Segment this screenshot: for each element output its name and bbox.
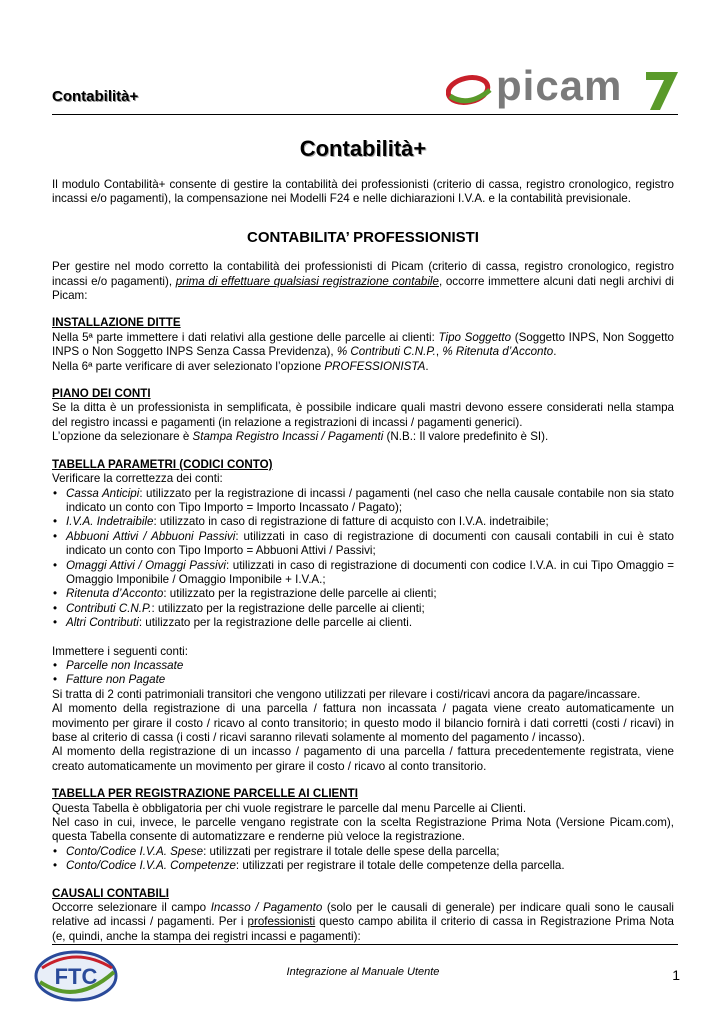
list-item: • Abbuoni Attivi / Abbuoni Passivi: utilizzati in caso di registrazione di documenti con causali contabili in cui è stato indicato un conto con Tipo Importo = Abbuoni Attivi / Passivi; <box>66 530 674 559</box>
list-item: • I.V.A. Indetraibile: utilizzato in caso di registrazione di fatture di acquisto con I.V.A. indetraibile; <box>66 515 674 529</box>
picam-logo <box>446 60 680 112</box>
piano-text-1: Se la ditta è un professionista in semplificata, è possibile indicare quali mastri devono essere considerati nella stampa del registro incassi e pagamenti (in relazione a registrazioni di incassi / pagamenti generici). <box>52 401 674 429</box>
registrazione-para-2: Nel caso in cui, invece, le parcelle vengano registrate con la scelta Registrazione Prima Nota (Versione Picam.com), questa Tabella consente di automatizzare e renderne più veloce la registrazione. <box>52 816 674 844</box>
page-number: 1 <box>672 967 680 983</box>
parametri-lead: Verificare la correttezza dei conti: <box>52 472 223 486</box>
parametri-para-1: Si tratta di 2 conti patrimoniali transitori che vengono utilizzati per rilevare i costi/ricavi ancora da pagare/incassare. <box>52 687 641 701</box>
page-header <box>52 60 674 120</box>
conti-list <box>52 659 674 688</box>
header-title: Contabilità+ <box>52 88 139 105</box>
list-item: • Fatture non Pagate <box>66 673 674 687</box>
header-rule <box>52 114 678 115</box>
registrazione-heading: TABELLA PER REGISTRAZIONE PARCELLE AI CLIENTI <box>52 787 358 801</box>
footer-text: Integrazione al Manuale Utente <box>286 966 440 978</box>
parametri-para-2: Al momento della registrazione di una parcella / fattura non incassata / pagata viene creato automaticamente un movimento per girare il costo / ricavo al conto transitorio; in questo modo il bilancio fornirà i dati corretti (costi / ricavi) in base al criterio di cassa (i costi / ricavi saranno rilevati solamente al momento del pagamento / incasso). <box>52 702 674 744</box>
list-item: • Omaggi Attivi / Omaggi Passivi: utilizzati in caso di registrazione di documenti con codice I.V.A. in cui Tipo Omaggio = Omaggio Imponibile / Omaggio Imponibile + I.V.A.; <box>66 559 674 588</box>
picam-logo-text: picam <box>496 62 623 109</box>
installazione-text-1: Nella 5ª parte immettere i dati relativi alla gestione delle parcelle ai clienti: Tipo Soggetto (Soggetto INPS, Non Soggetto INPS o Non Soggetto INPS Senza Cassa Previdenza), % Contributi C.N.P., % Ritenuta d’Acconto. <box>52 330 674 359</box>
list-item: • Altri Contributi: utilizzato per la registrazione delle parcelle ai clienti. <box>66 616 674 630</box>
list-item: • Cassa Anticipi: utilizzato per la registrazione di incassi / pagamenti (nel caso che nella causale contabile non sia stato indicato un conto con Tipo Importo = Importo Incassato / Pagato); <box>66 487 674 516</box>
list-item: • Ritenuta d’Acconto: utilizzato per la registrazione delle parcelle ai clienti; <box>66 587 674 601</box>
parametri-para-3: Al momento della registrazione di un incasso / pagamento di una parcella / fattura precedentemente registrata, viene creato automaticamente un movimento per girare il costo / ricavo al conto transitorio. <box>52 745 674 773</box>
parametri-heading: TABELLA PARAMETRI (CODICI CONTO) <box>52 457 273 471</box>
parametri-list <box>52 487 674 631</box>
section-intro: Per gestire nel modo corretto la contabilità dei professionisti di Picam (criterio di cassa, registro cronologico, registro incassi e/o pagamenti), prima di effettuare qualsiasi registrazione contabile, occorre immettere alcuni dati negli archivi di Picam: <box>52 260 674 303</box>
intro-paragraph: Il modulo Contabilità+ consente di gestire la contabilità dei professionisti (criterio di cassa, registro cronologico, registro incassi e/o pagamenti), la compensazione nei Modelli F24 e nelle dichiarazioni I.V.A. e la contabilità previsionale. <box>52 178 674 206</box>
page-title: Contabilità+ <box>299 136 427 161</box>
installazione-heading: INSTALLAZIONE DITTE <box>52 316 181 330</box>
list-item: • Conto/Codice I.V.A. Competenze: utilizzati per registrare il totale delle competenze della parcella. <box>66 859 674 873</box>
piano-text-2: L’opzione da selezionare è Stampa Registro Incassi / Pagamenti (N.B.: Il valore predefinito è SI). <box>52 430 549 444</box>
registrazione-para-1: Questa Tabella è obbligatoria per chi vuole registrare le parcelle dal menu Parcelle ai Clienti. <box>52 801 527 815</box>
footer-rule <box>52 944 678 945</box>
section-title: CONTABILITA’ PROFESSIONISTI <box>247 228 479 246</box>
list-item: • Parcelle non Incassate <box>66 659 674 673</box>
causali-heading: CAUSALI CONTABILI <box>52 886 170 900</box>
causali-text: Occorre selezionare il campo Incasso / Pagamento (solo per le causali di generale) per indicare quali sono le causali relative ad incassi / pagamenti. Per i professionisti questo campo abilita il criterio di cassa in Registrazione Prima Nota (e, quindi, anche la stampa dei registri incassi e pagamenti): <box>52 901 674 943</box>
list-item: • Contributi C.N.P.: utilizzato per la registrazione delle parcelle ai clienti; <box>66 602 674 616</box>
registrazione-list <box>52 845 674 874</box>
emphasis-text: prima di effettuare qualsiasi registrazione contabile <box>175 274 439 288</box>
installazione-text-2: Nella 6ª parte verificare di aver selezionato l’opzione PROFESSIONISTA. <box>52 359 429 373</box>
parametri-lead-2: Immettere i seguenti conti: <box>52 644 188 658</box>
document-body <box>52 178 674 944</box>
piano-heading: PIANO DEI CONTI <box>52 387 151 401</box>
ftc-logo-text: FTC <box>54 964 98 989</box>
list-item: • Conto/Codice I.V.A. Spese: utilizzati per registrare il totale delle spese della parcella; <box>66 845 674 859</box>
